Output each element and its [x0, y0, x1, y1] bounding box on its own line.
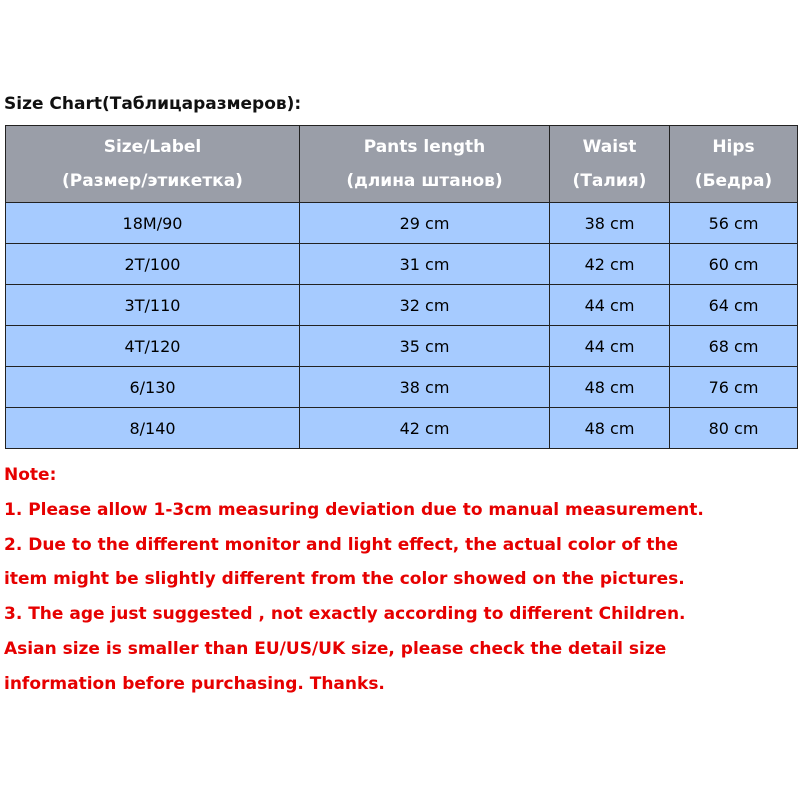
cell-size: 3T/110: [6, 285, 300, 326]
header-waist-en: Waist: [582, 137, 637, 157]
table-row: [6, 244, 798, 285]
note-line: 3. The age just suggested , not exactly according to different Children.: [4, 604, 686, 625]
note-heading: Note:: [4, 465, 57, 485]
cell-pants-length: 38 cm: [300, 367, 550, 408]
header-size-label-en: Size/Label: [103, 137, 202, 157]
note-line: 2. Due to the different monitor and light effect, the actual color of the: [4, 534, 679, 555]
cell-pants-length: 31 cm: [300, 244, 550, 285]
cell-pants-length: 32 cm: [300, 285, 550, 326]
cell-size: 18M/90: [6, 203, 300, 244]
header-hips-en: Hips: [712, 137, 755, 157]
table-row: [6, 203, 798, 244]
note-line: 1. Please allow 1-3cm measuring deviation due to manual measurement.: [4, 499, 704, 520]
header-pants-length-en: Pants length: [363, 137, 486, 157]
header-waist: [550, 126, 670, 203]
cell-size: 2T/100: [6, 244, 300, 285]
cell-size: 8/140: [6, 408, 300, 449]
cell-waist: 38 cm: [550, 203, 670, 244]
cell-hips: 68 cm: [670, 326, 798, 367]
cell-hips: 64 cm: [670, 285, 798, 326]
cell-waist: 48 cm: [550, 408, 670, 449]
cell-hips: 80 cm: [670, 408, 798, 449]
cell-pants-length: 29 cm: [300, 203, 550, 244]
cell-hips: 76 cm: [670, 367, 798, 408]
size-chart-title: Size Chart(Таблицаразмеров):: [4, 94, 302, 114]
header-size-label: [6, 126, 300, 203]
cell-hips: 60 cm: [670, 244, 798, 285]
header-hips: [670, 126, 798, 203]
note-line: Asian size is smaller than EU/US/UK size, please check the detail size: [4, 638, 667, 659]
header-pants-length: [300, 126, 550, 203]
table-row: [6, 326, 798, 367]
cell-hips: 56 cm: [670, 203, 798, 244]
note-line: item might be slightly different from the color showed on the pictures.: [4, 569, 685, 590]
note-line: information before purchasing. Thanks.: [4, 673, 385, 694]
header-hips-ru: (Бедра): [694, 171, 773, 191]
cell-size: 4T/120: [6, 326, 300, 367]
table-row: [6, 285, 798, 326]
header-waist-ru: (Талия): [572, 171, 647, 191]
header-size-label-ru: (Размер/этикетка): [62, 171, 243, 191]
notes-section: [4, 458, 796, 702]
cell-pants-length: 35 cm: [300, 326, 550, 367]
cell-waist: 42 cm: [550, 244, 670, 285]
cell-waist: 44 cm: [550, 326, 670, 367]
table-row: [6, 367, 798, 408]
cell-waist: 44 cm: [550, 285, 670, 326]
table-row: [6, 408, 798, 449]
size-table: [5, 125, 798, 449]
cell-pants-length: 42 cm: [300, 408, 550, 449]
cell-size: 6/130: [6, 367, 300, 408]
table-header-row: [6, 126, 798, 203]
cell-waist: 48 cm: [550, 367, 670, 408]
header-pants-length-ru: (длина штанов): [346, 171, 503, 191]
